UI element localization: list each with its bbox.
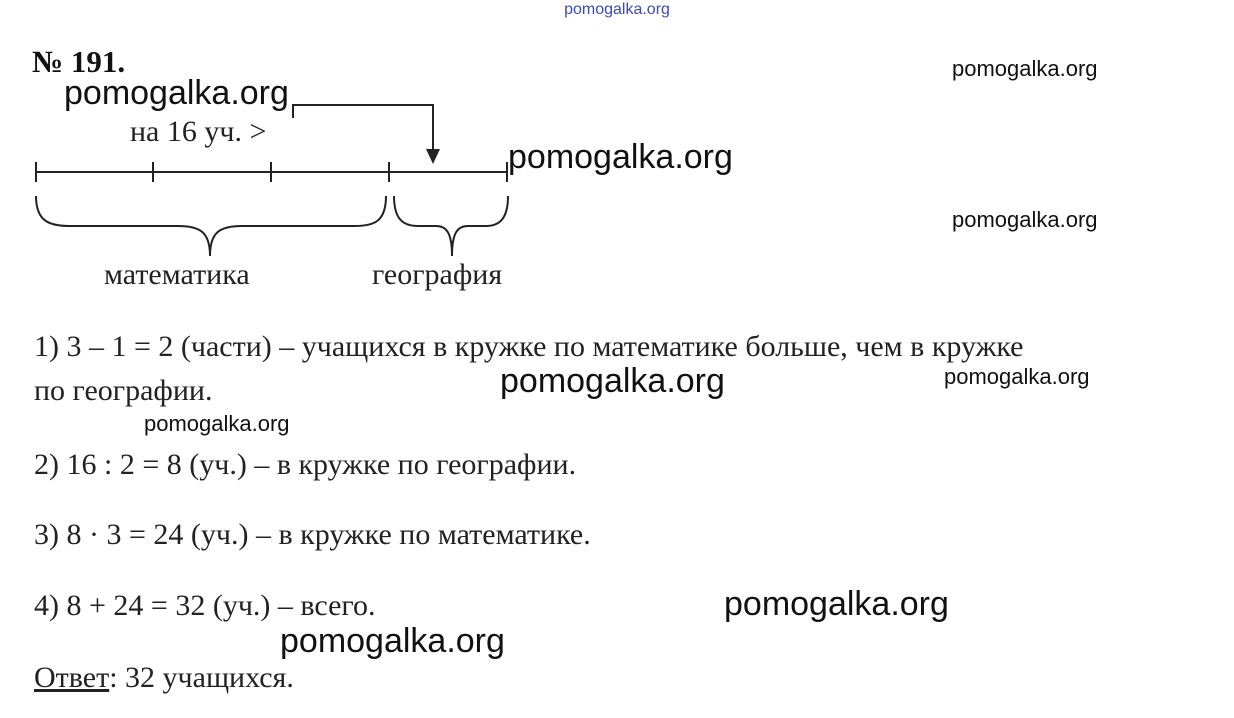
math-label: математика [104,258,250,291]
geography-label: география [372,258,503,291]
math-brace [36,196,386,256]
answer-line [34,661,294,695]
step-3: 3) 8 · 3 = 24 (уч.) – в кружке по математике. [34,518,591,551]
problem-number: № 191. [32,44,126,79]
difference-label: на 16 уч. > [130,115,267,148]
step-4: 4) 8 + 24 = 32 (уч.) – всего. [34,589,376,622]
header-watermark: pomogalka.org [564,1,670,18]
watermark: pomogalka.org [944,364,1090,389]
watermark: pomogalka.org [280,622,505,660]
step-1-line-2: по географии. [34,374,213,407]
geo-brace [394,196,508,256]
answer-text: : 32 учащихся. [109,661,294,694]
watermark: pomogalka.org [952,56,1098,81]
watermark: pomogalka.org [508,138,733,176]
arrow-head [426,149,440,164]
watermark: pomogalka.org [952,207,1098,232]
watermark: pomogalka.org [64,74,289,112]
watermark: pomogalka.org [500,362,725,400]
step-1-line-1: 1) 3 – 1 = 2 (части) – учащихся в кружке по математике больше, чем в кружке [34,330,1024,363]
watermark: pomogalka.org [724,585,949,623]
answer-label: Ответ [34,661,110,694]
watermark: pomogalka.org [144,411,290,436]
step-2: 2) 16 : 2 = 8 (уч.) – в кружке по географии. [34,448,577,481]
difference-arrow [293,105,433,152]
